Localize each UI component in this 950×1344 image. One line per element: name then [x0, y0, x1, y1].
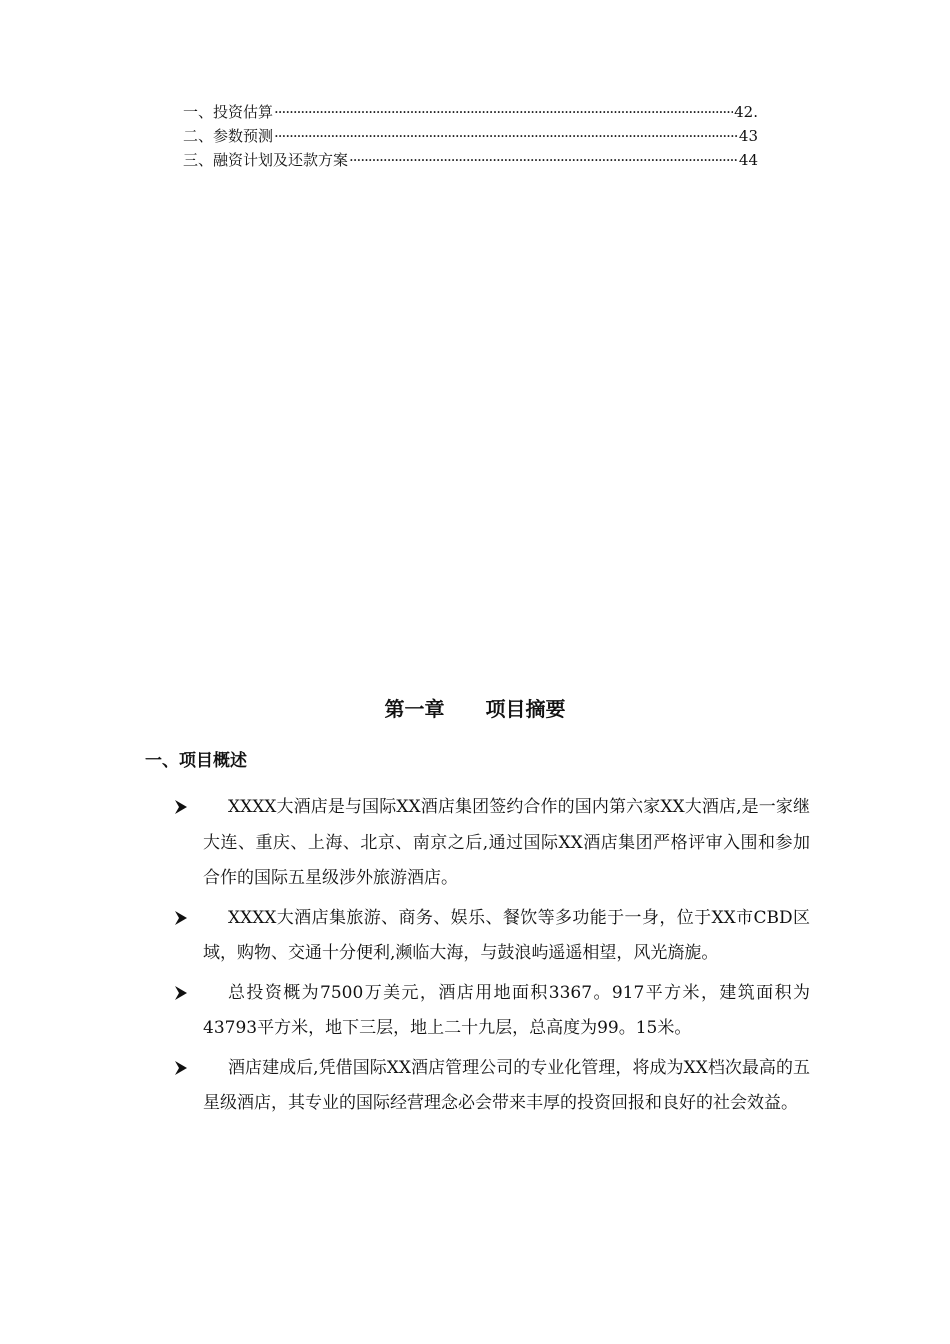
- list-item: [170, 790, 810, 897]
- toc-leader-dots: [274, 100, 733, 124]
- toc-entry[interactable]: [183, 148, 758, 172]
- toc-leader-dots: [274, 124, 738, 148]
- toc-entry-page: 43: [738, 127, 758, 145]
- table-of-contents: [183, 100, 758, 172]
- arrowhead-bullet-icon: [173, 981, 189, 1005]
- list-item: [170, 1051, 810, 1122]
- arrowhead-bullet-icon: [173, 795, 189, 819]
- list-item-text: XXXX大酒店是与国际XX酒店集团签约合作的国内第六家XX大酒店,是一家继大连、重庆、上海、北京、南京之后,通过国际XX酒店集团严格评审入围和参加合作的国际五星级涉外旅游酒店。: [203, 797, 810, 888]
- toc-entry-page: 42.: [734, 103, 758, 121]
- list-item-text: 酒店建成后,凭借国际XX酒店管理公司的专业化管理，将成为XX档次最高的五星级酒店，其专业的国际经营理念必会带来丰厚的投资回报和良好的社会效益。: [203, 1057, 811, 1113]
- list-item: [170, 901, 810, 972]
- toc-entry-label: 一、投资估算: [183, 103, 274, 121]
- toc-entry-label: 三、融资计划及还款方案: [183, 151, 349, 169]
- section-title: 一、项目概述: [145, 751, 247, 771]
- toc-entry[interactable]: [183, 100, 758, 124]
- list-item-text: 总投资概为7500万美元，酒店用地面积3367。917平方米，建筑面积为43793平方米，地下三层，地上二十九层，总高度为99。15米。: [203, 982, 810, 1038]
- toc-entry[interactable]: [183, 124, 758, 148]
- arrowhead-bullet-icon: [173, 1056, 189, 1080]
- list-item: [170, 976, 810, 1047]
- bullet-list: [170, 790, 810, 1126]
- toc-entry-label: 二、参数预测: [183, 127, 274, 145]
- toc-leader-dots: [349, 148, 738, 172]
- arrowhead-bullet-icon: [173, 906, 189, 930]
- list-item-text: XXXX大酒店集旅游、商务、娱乐、餐饮等多功能于一身，位于XX市CBD区域，购物、交通十分便利,濒临大海，与鼓浪屿遥遥相望，风光旖旎。: [203, 907, 810, 963]
- chapter-title: 第一章 项目摘要: [384, 697, 566, 721]
- toc-entry-page: 44: [738, 151, 758, 169]
